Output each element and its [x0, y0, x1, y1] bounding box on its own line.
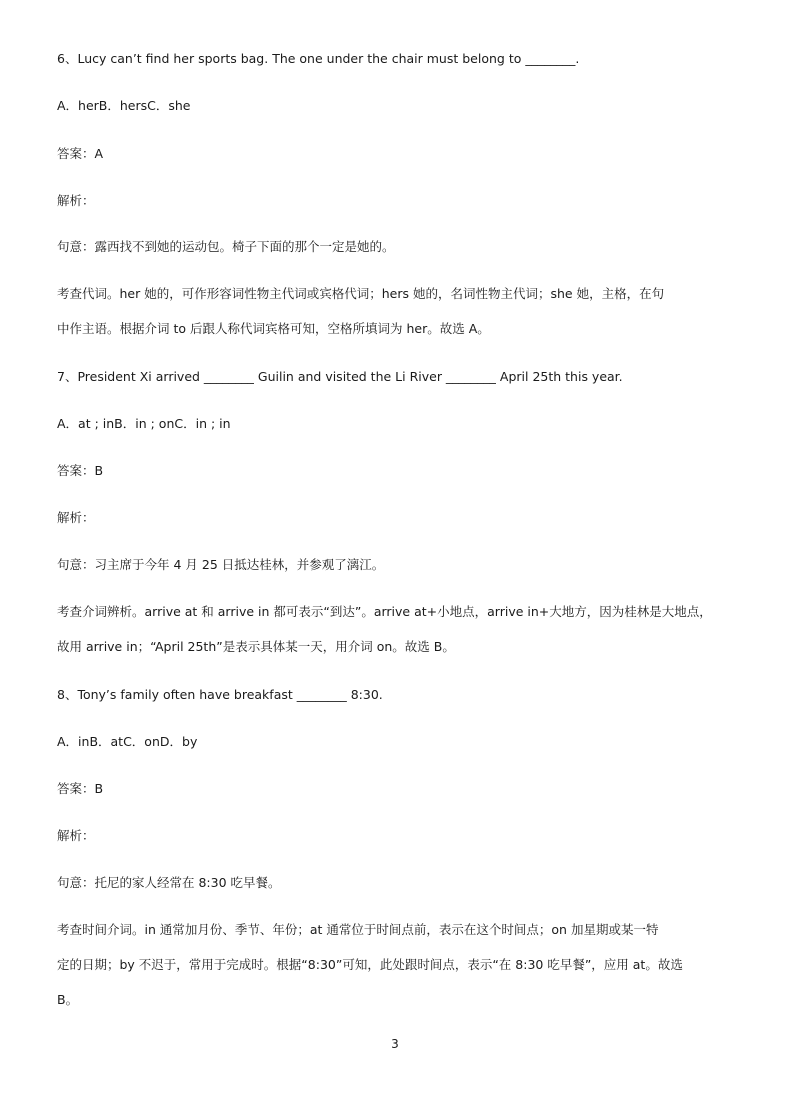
question-6-answer: 答案：A	[57, 146, 104, 161]
question-7-options: A．at ; inB．in ; onC．in ; in	[57, 416, 231, 431]
page-number: 3	[391, 1037, 399, 1051]
question-8-explanation-line-2: 定的日期；by 不迟于，常用于完成时。根据“8:30”可知，此处跟时间点，表示“在 8:30 吃早餐”，应用 at。故选	[57, 957, 683, 972]
question-7-explanation-line-2: 故用 arrive in；“April 25th”是表示具体某一天，用介词 on。故选 B。	[57, 639, 455, 654]
question-7-analysis-label: 解析：	[57, 510, 95, 525]
question-8-answer: 答案：B	[57, 781, 104, 796]
question-6-meaning: 句意：露西找不到她的运动包。椅子下面的那个一定是她的。	[57, 239, 395, 254]
question-7-meaning: 句意：习主席于今年 4 月 25 日抵达桂林，并参观了漓江。	[57, 557, 385, 572]
question-7-stem: 7、President Xi arrived ________ Guilin and visited the Li River ________ April 25th this year.	[57, 369, 623, 384]
question-8-stem: 8、Tony’s family often have breakfast ________ 8:30.	[57, 687, 383, 702]
question-8-explanation-line-3: B。	[57, 992, 79, 1007]
question-6-explanation-line-2: 中作主语。根据介词 to 后跟人称代词宾格可知，空格所填词为 her。故选 A。	[57, 321, 490, 336]
question-8-explanation-line-1: 考查时间介词。in 通常加月份、季节、年份；at 通常位于时间点前，表示在这个时间点；on 加星期或某一特	[57, 922, 659, 937]
question-6-analysis-label: 解析：	[57, 193, 95, 208]
question-6-options: A．herB．hersC．she	[57, 98, 191, 113]
question-8-options: A．inB．atC．onD．by	[57, 734, 198, 749]
question-8-analysis-label: 解析：	[57, 828, 95, 843]
question-7-explanation-line-1: 考查介词辨析。arrive at 和 arrive in 都可表示“到达”。arrive at+小地点，arrive in+大地方，因为桂林是大地点，	[57, 604, 712, 619]
question-7-answer: 答案：B	[57, 463, 104, 478]
question-8-meaning: 句意：托尼的家人经常在 8:30 吃早餐。	[57, 875, 281, 890]
question-6-explanation-line-1: 考查代词。her 她的，可作形容词性物主代词或宾格代词；hers 她的，名词性物主代词；she 她，主格，在句	[57, 286, 665, 301]
question-6-stem: 6、Lucy can’t find her sports bag. The one under the chair must belong to ________.	[57, 51, 580, 66]
